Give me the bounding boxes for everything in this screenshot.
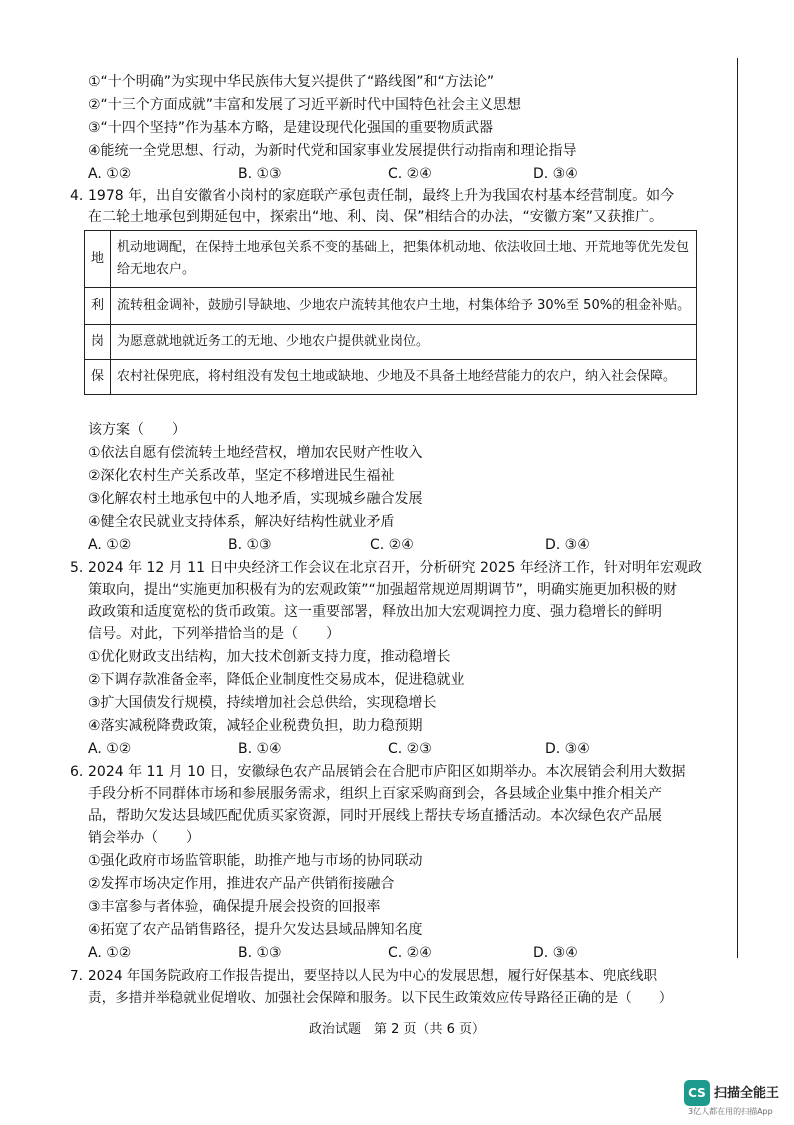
q7-number: 7. (70, 968, 83, 984)
q5-stem-line-1: 5. 2024 年 12 月 11 日中央经济工作会议在北京召开，分析研究 2025 年经济工作，针对明年宏观政 (70, 560, 703, 576)
row-key: 地 (85, 231, 111, 288)
q4-option-d: D. ③④ (545, 537, 590, 553)
policy-table (84, 230, 697, 395)
q5-option-a: A. ①② (88, 741, 132, 757)
q5-item-1: ①优化财政支出结构，加大技术创新支持力度，推动稳增长 (88, 649, 451, 665)
q3-options (88, 164, 648, 184)
q3-item-1: ①“十个明确”为实现中华民族伟大复兴提供了“路线图”和“方法论” (88, 74, 495, 90)
q6-option-c: C. ②④ (388, 945, 432, 961)
scanner-app-name: 扫描全能王 (714, 1086, 780, 1101)
q4-stem-line-1: 4. 1978 年，出自安徽省小岗村的家庭联产承包责任制，最终上升为我国农村基本经营制度。如今 (70, 188, 675, 204)
q4-stem-line-2: 在二轮土地承包到期延包中，探索出“地、利、岗、保”相结合的办法，“安徽方案”又获推广。 (88, 209, 664, 225)
q6-options (88, 943, 648, 963)
q6-item-2: ②发挥市场决定作用，推进农产品产供销衔接融合 (88, 876, 395, 892)
q6-number: 6. (70, 764, 84, 780)
page-footer: 政治试题 第 2 页（共 6 页） (308, 1022, 486, 1037)
row-text: 农村社保兜底，将村组没有发包土地或缺地、少地及不具备土地经营能力的农户，纳入社会保障。 (111, 360, 697, 395)
q5-item-3: ③扩大国债发行规模，持续增加社会总供给，实现稳增长 (88, 695, 437, 711)
q7-stem-line-2: 责，多措并举稳就业促增收、加强社会保障和服务。以下民生政策效应传导路径正确的是（ ） (88, 990, 673, 1006)
q4-item-2: ②深化农村生产关系改革，坚定不移增进民生福祉 (88, 468, 395, 484)
q4-question: 该方案（ ） (88, 422, 186, 438)
q5-stem-line-3: 政政策和适度宽松的货币政策。这一重要部署，释放出加大宏观调控力度、强力稳增长的鲜明 (88, 604, 662, 620)
q3-option-b: B. ①③ (238, 166, 282, 182)
table-row (85, 231, 697, 288)
row-text: 机动地调配，在保持土地承包关系不变的基础上，把集体机动地、依法收回土地、开荒地等优先发包给无地农户。 (111, 231, 697, 288)
q3-item-2: ②“十三个方面成就”丰富和发展了习近平新时代中国特色社会主义思想 (88, 97, 522, 113)
q4-item-3: ③化解农村土地承包中的人地矛盾，实现城乡融合发展 (88, 491, 423, 507)
q5-option-b: B. ①④ (238, 741, 282, 757)
q5-option-c: C. ②③ (388, 741, 432, 757)
table-row (85, 325, 697, 360)
q6-item-4: ④拓宽了农产品销售路径，提升欠发达县域品牌知名度 (88, 922, 423, 938)
row-key: 保 (85, 360, 111, 395)
q4-item-4: ④健全农民就业支持体系，解决好结构性就业矛盾 (88, 514, 395, 530)
q6-item-1: ①强化政府市场监管职能，助推产地与市场的协同联动 (88, 853, 423, 869)
q6-stem-line-4: 销会举办（ ） (88, 830, 200, 846)
q3-option-a: A. ①② (88, 166, 132, 182)
q6-option-d: D. ③④ (533, 945, 578, 961)
q6-stem-line-2: 手段分析不同群体市场和参展服务需求，组织上百家采购商到会，各县域企业集中推介相关产 (88, 786, 662, 802)
q6-option-a: A. ①② (88, 945, 132, 961)
q3-item-3: ③“十四个坚持”作为基本方略，是建设现代化强国的重要物质武器 (88, 120, 494, 136)
q5-stem-line-4: 信号。对此，下列举措恰当的是（ ） (88, 626, 340, 642)
q4-option-c: C. ②④ (370, 537, 414, 553)
q3-option-c: C. ②④ (388, 166, 432, 182)
q5-option-d: D. ③④ (545, 741, 590, 757)
row-text: 为愿意就地就近务工的无地、少地农户提供就业岗位。 (111, 325, 697, 360)
q4-item-1: ①依法自愿有偿流转土地经营权，增加农民财产性收入 (88, 445, 423, 461)
q4-option-a: A. ①② (88, 537, 132, 553)
row-key: 岗 (85, 325, 111, 360)
q6-stem-line-3: 品，帮助欠发达县域匹配优质买家资源，同时开展线上帮扶专场直播活动。本次绿色农产品展 (88, 808, 662, 824)
q5-number: 5. (70, 560, 84, 576)
table-row (85, 360, 697, 395)
q4-option-b: B. ①③ (228, 537, 272, 553)
q5-item-2: ②下调存款准备金率，降低企业制度性交易成本，促进稳就业 (88, 672, 465, 688)
scanner-logo-icon: CS (684, 1080, 710, 1106)
q4-number: 4. (70, 188, 84, 204)
q7-stem-line-1: 7. 2024 年国务院政府工作报告提出，要坚持以人民为中心的发展思想，履行好保基本、兜底线职 (70, 968, 658, 984)
q5-options (88, 739, 648, 759)
row-text: 流转租金调补，鼓励引导缺地、少地农户流转其他农户土地，村集体给予 30%至 50%的租金补贴。 (111, 288, 697, 325)
q3-item-4: ④能统一全党思想、行动，为新时代党和国家事业发展提供行动指南和理论指导 (88, 143, 577, 159)
q5-item-4: ④落实减税降费政策，减轻企业税费负担，助力稳预期 (88, 718, 423, 734)
row-key: 利 (85, 288, 111, 325)
q6-item-3: ③丰富参与者体验，确保提升展会投资的回报率 (88, 899, 381, 915)
q4-options (88, 535, 648, 555)
table-row (85, 288, 697, 325)
q6-stem-line-1: 6. 2024 年 11 月 10 日，安徽绿色农产品展销会在合肥市庐阳区如期举办。本次展销会利用大数据 (70, 764, 686, 780)
q3-option-d: D. ③④ (533, 166, 578, 182)
margin-rule (737, 58, 738, 958)
q6-option-b: B. ①③ (238, 945, 282, 961)
scanner-app-tagline: 3亿人都在用的扫描App (688, 1107, 773, 1116)
q5-stem-line-2: 策取向，提出“实施更加积极有为的宏观政策”“加强超常规逆周期调节”，明确实施更加积极的财 (88, 582, 678, 598)
